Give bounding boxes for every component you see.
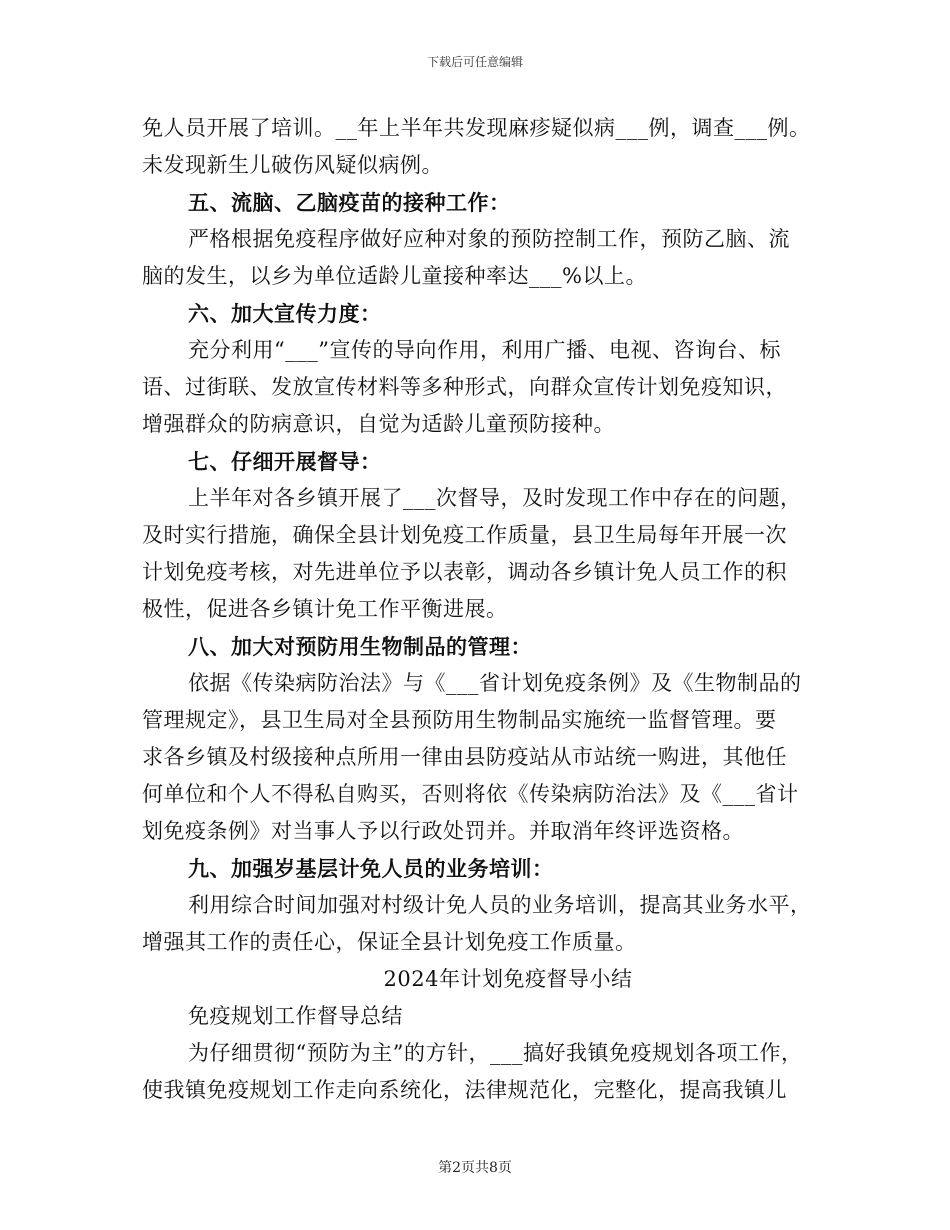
body-line: 及时实行措施，确保全县计划免疫工作质量，县卫生局每年开展一次 (142, 523, 787, 547)
body-line: 未发现新生儿破伤风疑似病例。 (142, 153, 443, 177)
document-body (142, 110, 822, 1109)
body-line: 计划免疫考核，对先进单位予以表彰，调动各乡镇计免人员工作的积 (142, 560, 787, 584)
body-line: 极性，促进各乡镇计免工作平衡进展。 (142, 597, 508, 621)
body-line: 严格根据免疫程序做好应种对象的预防控制工作，预防乙脑、流 (188, 227, 790, 251)
section-heading: 九、加强岁基层计免人员的业务培训： (188, 856, 554, 881)
body-line: 免人员开展了培训。__年上半年共发现麻疹疑似病___例，调查___例。 (142, 116, 811, 140)
body-line: 上半年对各乡镇开展了___次督导，及时发现工作中存在的问题， (188, 486, 802, 510)
page-footer: 第2页共8页 (438, 1160, 512, 1176)
page-header: 下载后可任意编辑 (426, 55, 523, 69)
section-heading: 八、加大对预防用生物制品的管理： (188, 634, 532, 659)
document-title: 2024年计划免疫督导小结 (383, 967, 633, 991)
body-line: 划免疫条例》对当事人予以行政处罚并。并取消年终评选资格。 (142, 819, 744, 843)
body-line: 增强群众的防病意识，自觉为适龄儿童预防接种。 (142, 412, 615, 436)
body-line: 求各乡镇及村级接种点所用一律由县防疫站从市站统一购进，其他任 (142, 745, 787, 769)
body-line: 增强其工作的责任心，保证全县计划免疫工作质量。 (142, 930, 637, 954)
body-line: 充分利用“___”宣传的导向作用，利用广播、电视、咨询台、标 (188, 338, 781, 362)
body-line: 依据《传染病防治法》与《___省计划免疫条例》及《生物制品的 (188, 671, 802, 695)
subtitle-line: 免疫规划工作督导总结 (188, 1004, 403, 1028)
section-heading: 六、加大宣传力度： (188, 301, 382, 326)
body-line: 管理规定》，县卫生局对全县预防用生物制品实施统一监督管理。要 (142, 708, 777, 732)
body-line: 使我镇免疫规划工作走向系统化，法律规范化，完整化，提高我镇儿 (142, 1078, 787, 1102)
body-line: 何单位和个人不得私自购买，否则将依《传染病防治法》及《___省计 (142, 782, 799, 806)
body-line: 利用综合时间加强对村级计免人员的业务培训，提高其业务水平， (188, 893, 812, 917)
section-heading: 七、仔细开展督导： (188, 449, 382, 474)
body-line: 语、过街联、发放宣传材料等多种形式，向群众宣传计划免疫知识， (142, 375, 787, 399)
section-heading: 五、流脑、乙脑疫苗的接种工作： (188, 190, 511, 215)
body-line: 为仔细贯彻“预防为主”的方针，___搞好我镇免疫规划各项工作， (188, 1041, 803, 1065)
body-line: 脑的发生，以乡为单位适龄儿童接种率达___%以上。 (142, 264, 647, 288)
